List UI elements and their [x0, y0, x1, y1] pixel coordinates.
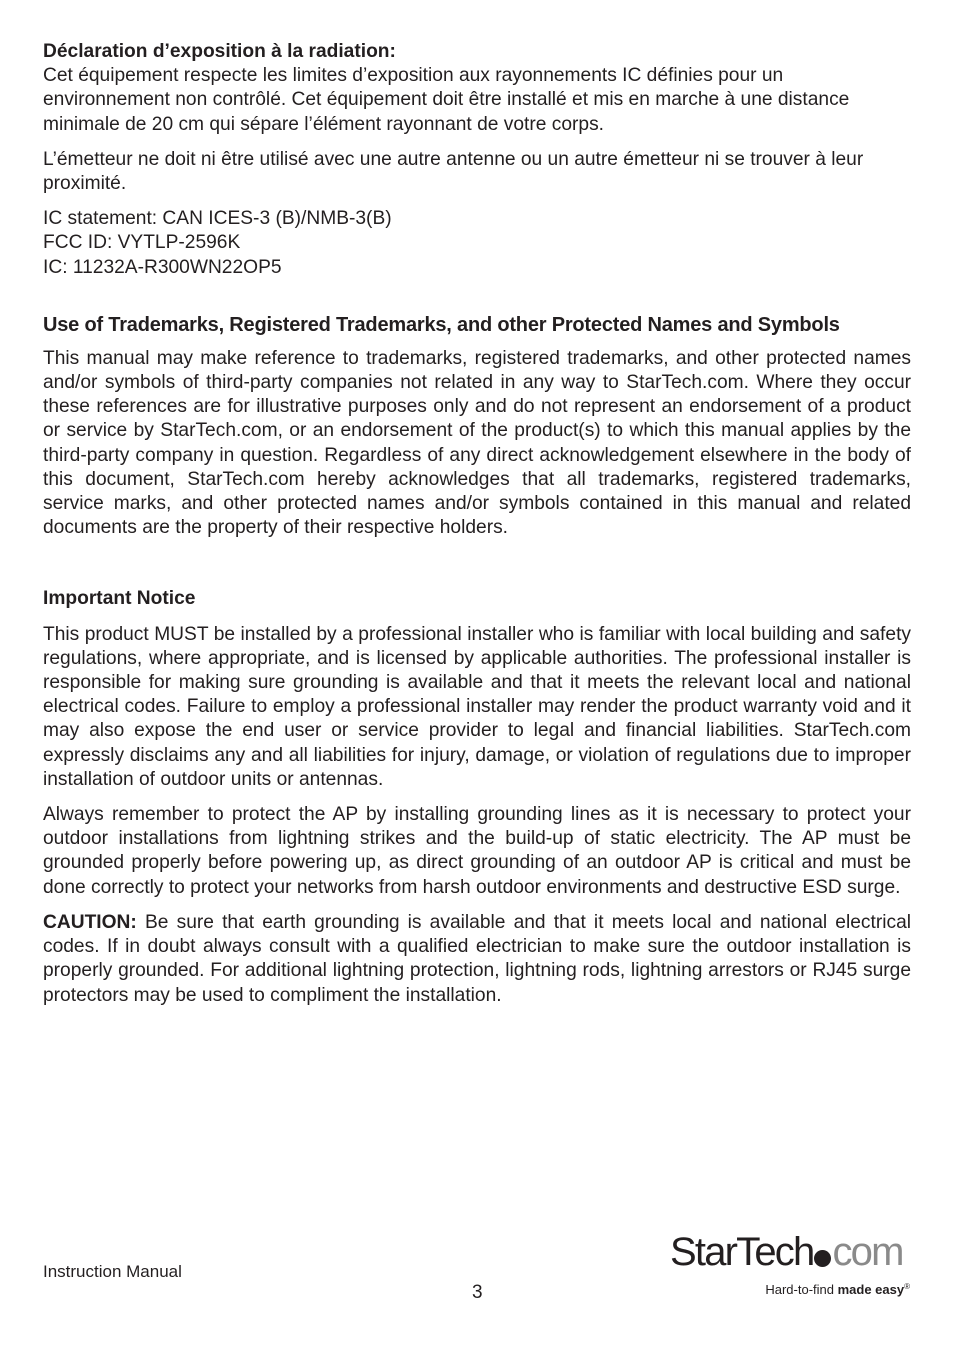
- registered-mark: ®: [904, 1282, 910, 1291]
- radiation-paragraph-1: Cet équipement respecte les limites d’exposition aux rayonnements IC définies pour un environnement non contrôlé. Cet équipement doit être installé et mis en marche à une distance minimale de 20 cm qui sépare l’élément rayonnant de votre corps.: [43, 65, 850, 135]
- radiation-heading: Déclaration d’exposition à la radiation:: [43, 41, 396, 62]
- trademarks-paragraph: This manual may make reference to trademarks, registered trademarks, and other protected names and/or symbols of third-party companies not related in any way to StarTech.com. Where they occur these references are for illustrative purposes only and do not represent an endorsement of a product or service by StarTech.com, or an endorsement of the product(s) to which this manual applies by the third-party company in question. Regardless of any direct acknowledgement elsewhere in the body of this document, StarTech.com hereby acknowledges that all trademarks, registered trademarks, service marks, and other protected names and/or symbols contained in this manual and related documents are the property of their respective holders.: [43, 347, 911, 539]
- radiation-section: [43, 40, 911, 137]
- logo-tagline: [765, 1282, 910, 1297]
- footer-manual-label: Instruction Manual: [43, 1262, 182, 1281]
- ic-statement: IC statement: CAN ICES-3 (B)/NMB-3(B): [43, 208, 392, 230]
- logo-wordmark: StarTech: [670, 1230, 814, 1274]
- ic-id: IC: 11232A-R300WN22OP5: [43, 256, 282, 278]
- notice-paragraph-1: This product MUST be installed by a professional installer who is familiar with local building and safety regulations, where appropriate, and is licensed by applicable authorities. The professional installer is responsible for making sure grounding is available and that it meets the relevant local and national electrical codes. Failure to employ a professional installer may render the product warranty void and it may also expose the end user or service provider to legal and financial liabilities. StarTech.com expressly disclaims any and all liabilities for injury, damage, or violation of regulations due to improper installation of outdoor units or antennas.: [43, 623, 911, 790]
- notice-paragraph-2: Always remember to protect the AP by installing grounding lines as it is necessary to protect your outdoor installations from lightning strikes and the build-up of static electricity. The AP must be grounded properly before powering up, as direct grounding of an outdoor AP is critical and must be done correctly to protect your networks from harsh outdoor environments and destructive ESD surge.: [43, 804, 911, 898]
- logo-com: com: [832, 1230, 903, 1274]
- caution-paragraph: [43, 911, 911, 1008]
- fcc-id: FCC ID: VYTLP-2596K: [43, 232, 241, 254]
- tagline-bold: made easy: [837, 1282, 905, 1297]
- document-body: [43, 40, 911, 1008]
- notice-heading: Important Notice: [43, 588, 196, 610]
- radiation-paragraph-2: L’émetteur ne doit ni être utilisé avec une autre antenne ou un autre émetteur ni se trouver à leur proximité.: [43, 148, 864, 195]
- caution-label: CAUTION:: [43, 911, 137, 933]
- tagline-light: Hard-to-find: [765, 1282, 838, 1297]
- logo-dot-icon: [814, 1250, 831, 1267]
- caution-text: Be sure that earth grounding is available and that it meets local and national electrical codes. If in doubt always consult with a qualified electrician to make sure the outdoor installation is properly grounded. For additional lightning protection, lightning rods, lightning arrestors or RJ45 surge protectors may be used to compliment the installation.: [43, 911, 911, 1006]
- startech-logo: [670, 1230, 912, 1310]
- page-number: 3: [472, 1282, 483, 1303]
- regulatory-ids: [43, 207, 911, 280]
- trademarks-heading: Use of Trademarks, Registered Trademarks, and other Protected Names and Symbols: [43, 313, 840, 336]
